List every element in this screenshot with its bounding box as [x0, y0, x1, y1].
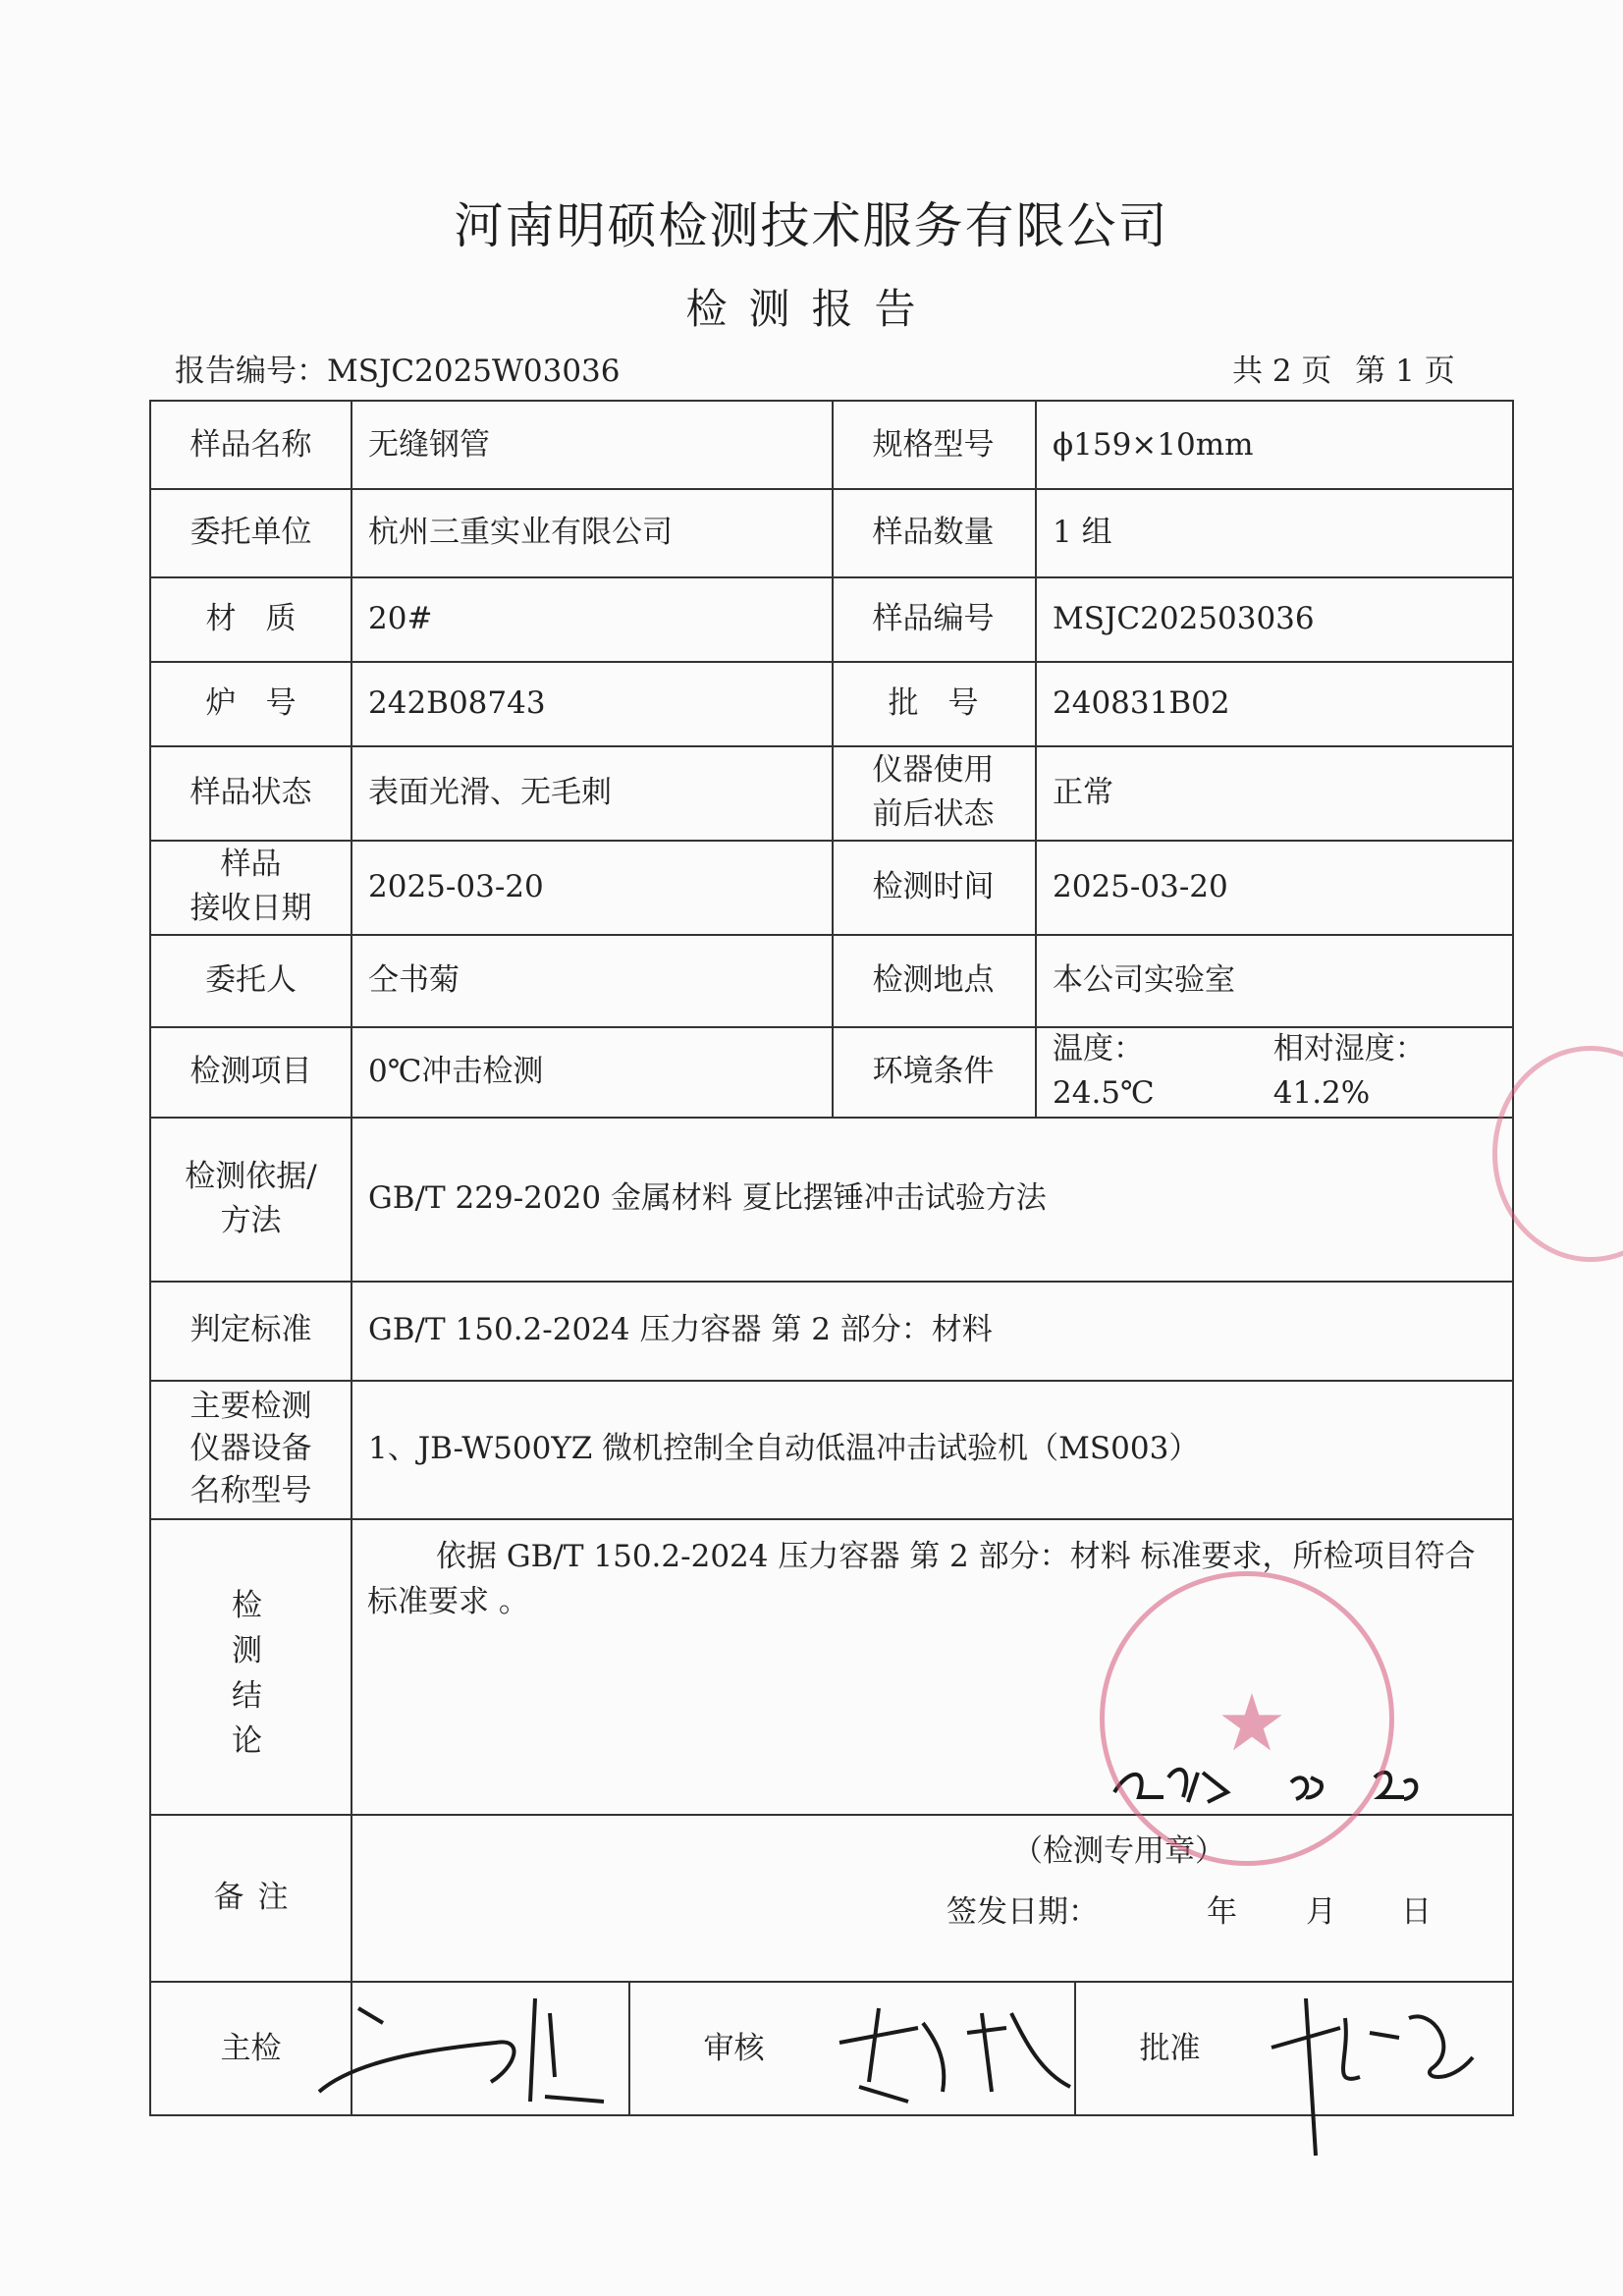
label-conclusion-char-1: 检 [232, 1588, 262, 1623]
label-sample-no: 样品编号 [872, 600, 995, 636]
reviewer-signature [830, 1984, 1085, 2111]
page-current: 第 1 页 [1355, 354, 1455, 389]
label-environment: 环境条件 [872, 1053, 995, 1089]
label-instrument-state-line1: 仪器使用 [872, 752, 995, 789]
label-test-item: 检测项目 [189, 1053, 312, 1089]
label-conclusion-char-4: 论 [232, 1723, 262, 1759]
company-name: 河南明硕检测技术服务有限公司 [454, 197, 1169, 254]
label-instrument-state-line2: 前后状态 [872, 796, 995, 832]
label-consigner: 委托人 [205, 961, 297, 998]
report-title: 检测报告 [685, 285, 938, 333]
company-stamp [1100, 1571, 1394, 1866]
label-instrument-state [832, 745, 1035, 840]
label-test-time: 检测时间 [872, 868, 995, 904]
label-equipment-line2: 仪器设备 [189, 1431, 312, 1466]
value-sample-name: 无缝钢管 [368, 426, 490, 463]
value-equipment: 1、JB-W500YZ 微机控制全自动低温冲击试验机（MS003） [368, 1431, 1200, 1467]
value-quantity: 1 组 [1053, 514, 1112, 550]
label-receive-date [151, 840, 351, 934]
label-receive-date-line2: 接收日期 [189, 891, 312, 926]
value-batch-no: 240831B02 [1053, 684, 1230, 721]
value-heat-no: 242B08743 [368, 684, 546, 721]
value-sample-no: MSJC202503036 [1053, 600, 1315, 636]
value-sample-state: 表面光滑、无毛刺 [368, 774, 612, 810]
value-temperature: 温度：24.5℃ [1053, 1031, 1155, 1111]
label-equipment-line1: 主要检测 [189, 1389, 312, 1424]
inspector-signature [299, 1989, 623, 2116]
label-conclusion-char-3: 结 [232, 1678, 262, 1714]
label-equipment [151, 1380, 351, 1518]
label-method-line1: 检测依据/ [185, 1158, 317, 1194]
label-sample-state: 样品状态 [189, 774, 312, 810]
label-method-line2: 方法 [220, 1202, 282, 1238]
label-reviewer: 审核 [703, 2030, 765, 2066]
value-receive-date: 2025-03-20 [368, 868, 544, 904]
report-table [149, 400, 1514, 2116]
value-material: 20# [368, 600, 433, 636]
label-receive-date-line1: 样品 [220, 847, 282, 883]
label-batch-no: 批号 [888, 684, 1008, 721]
label-method [151, 1117, 351, 1281]
conclusion-text: 依据 GB/T 150.2-2024 压力容器 第 2 部分：材料 标准要求，所检项目符合标准要求 。 [367, 1539, 1476, 1619]
issue-date-month: 月 [1306, 1894, 1336, 1930]
label-remarks: 备注 [213, 1879, 302, 1915]
label-approver: 批准 [1139, 2030, 1201, 2066]
issue-date-label: 签发日期： [947, 1894, 1099, 1930]
value-client: 杭州三重实业有限公司 [368, 514, 673, 550]
label-conclusion [232, 1583, 262, 1764]
star-icon: ★ [1217, 1677, 1287, 1769]
label-conclusion-char-2: 测 [232, 1633, 262, 1668]
label-test-location: 检测地点 [872, 961, 995, 998]
value-test-time: 2025-03-20 [1053, 868, 1228, 904]
seal-note: （检测专用章） [1012, 1833, 1225, 1869]
value-environment [1035, 1026, 1512, 1117]
report-number: 报告编号：MSJC2025W03036 [175, 354, 621, 389]
label-material: 材质 [205, 600, 326, 636]
value-instrument-state: 正常 [1053, 774, 1113, 810]
value-spec: ϕ159×10mm [1053, 426, 1254, 463]
page-indicator [1232, 346, 1469, 390]
label-sample-name: 样品名称 [189, 426, 312, 463]
label-heat-no: 炉号 [205, 684, 326, 721]
issue-date-year: 年 [1207, 1894, 1237, 1930]
page-total: 共 2 页 [1232, 354, 1332, 389]
value-test-item: 0℃冲击检测 [368, 1053, 544, 1089]
value-remarks [351, 1814, 1512, 1981]
value-humidity: 相对湿度：41.2% [1272, 1031, 1426, 1111]
value-method: GB/T 229-2020 金属材料 夏比摆锤冲击试验方法 [368, 1180, 1047, 1217]
label-spec: 规格型号 [872, 426, 995, 463]
label-inspector: 主检 [220, 2030, 282, 2066]
value-test-location: 本公司实验室 [1053, 961, 1235, 998]
value-standard: GB/T 150.2-2024 压力容器 第 2 部分：材料 [368, 1312, 993, 1348]
issue-date-day: 日 [1401, 1894, 1432, 1930]
label-quantity: 样品数量 [872, 514, 995, 550]
approver-signature [1262, 1979, 1488, 2165]
label-client: 委托单位 [189, 514, 312, 550]
label-standard: 判定标准 [189, 1312, 312, 1348]
label-equipment-line3: 名称型号 [189, 1473, 312, 1508]
value-consigner: 仝书菊 [368, 961, 460, 998]
